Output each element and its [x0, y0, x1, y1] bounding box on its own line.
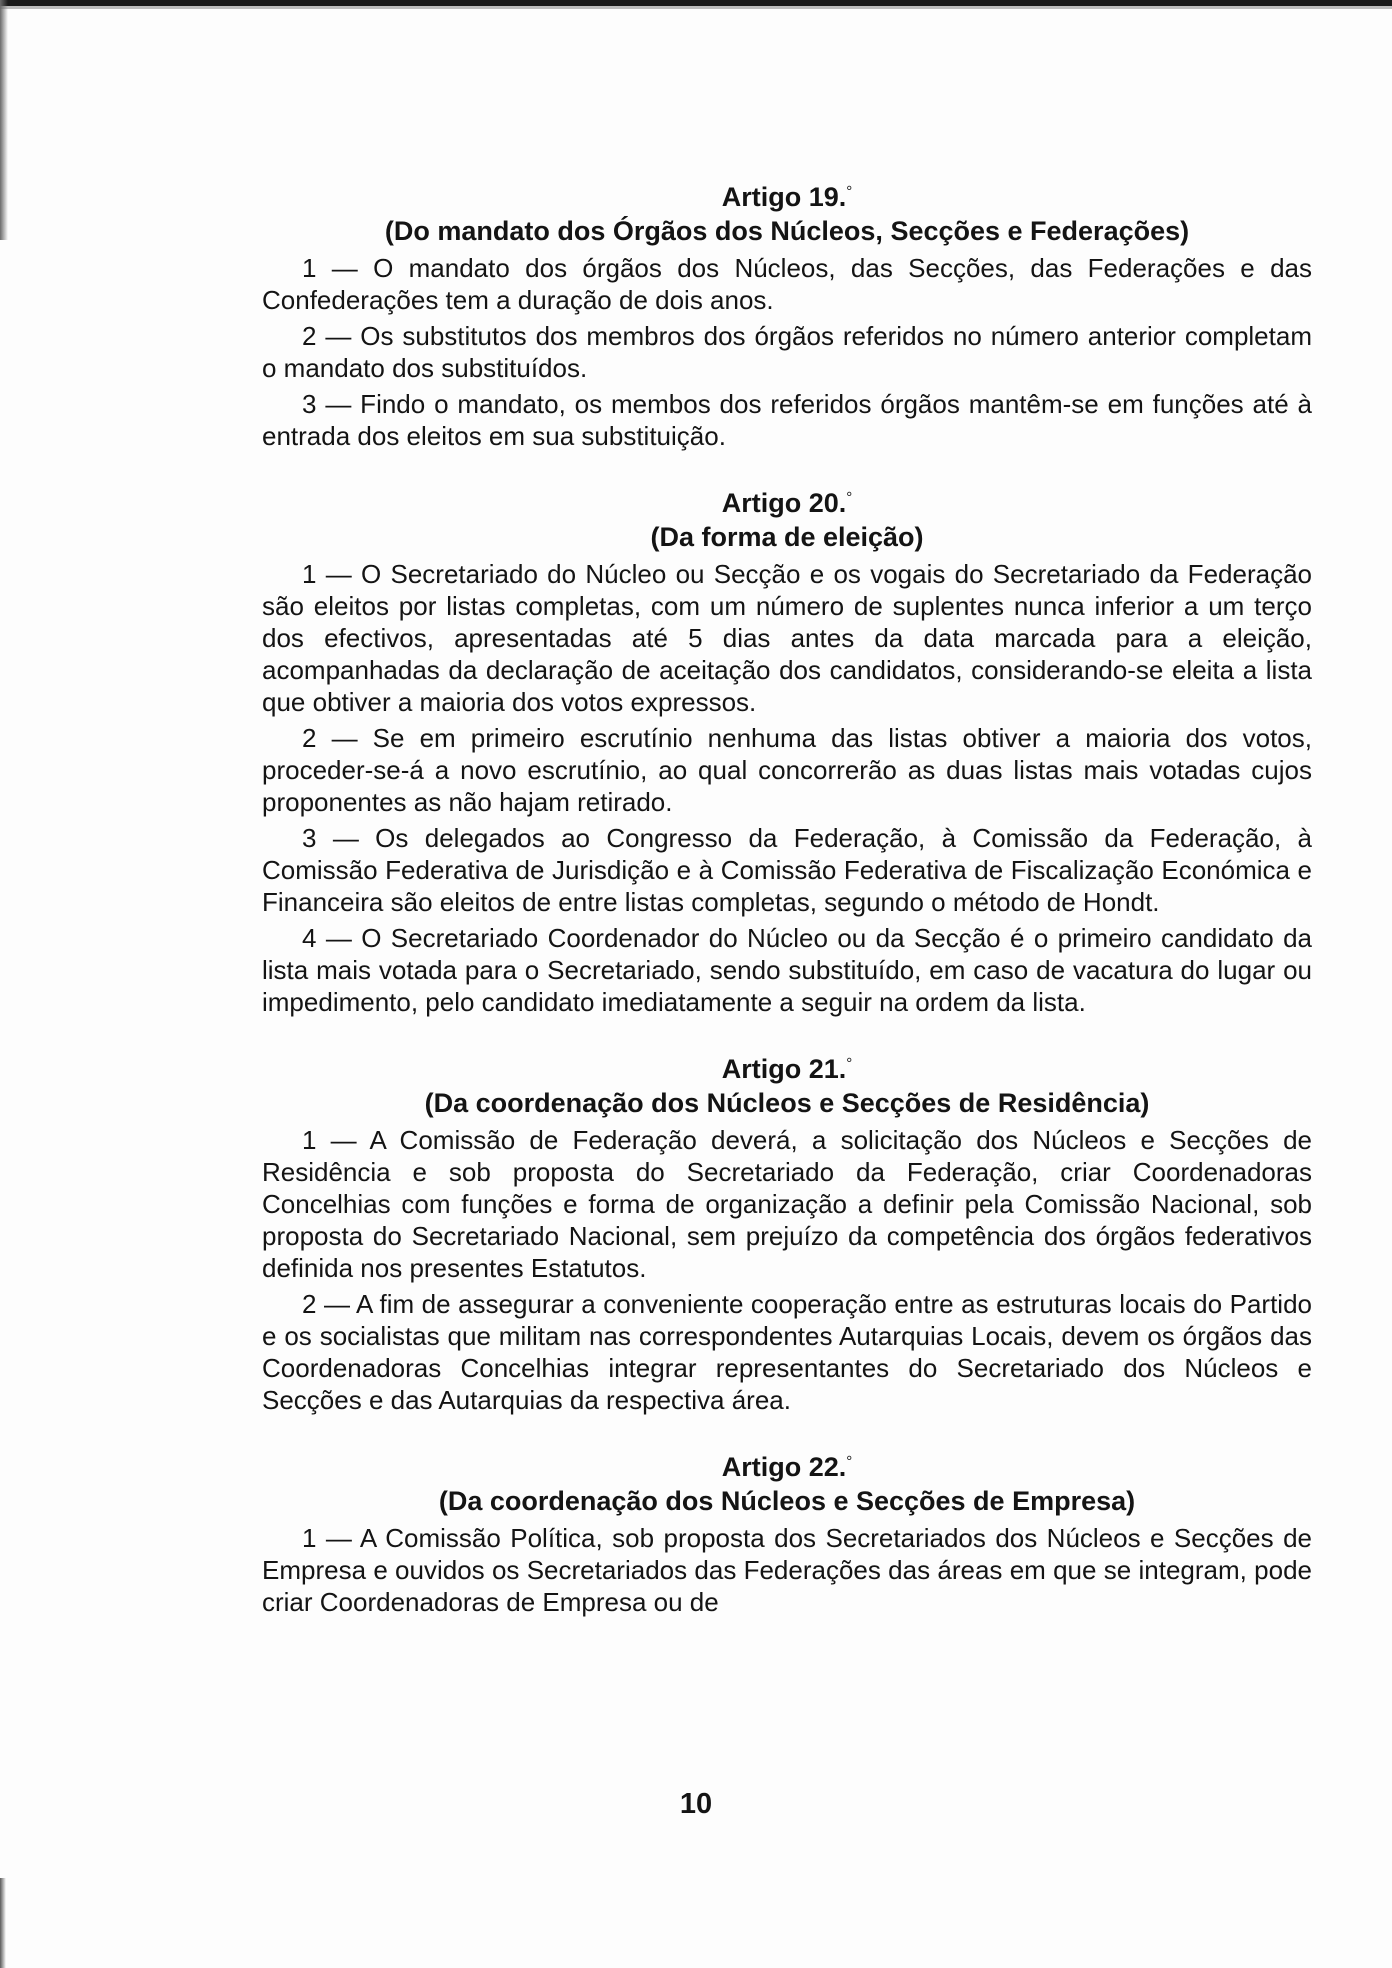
- paragraph: 1 — O Secretariado do Núcleo ou Secção e os vogais do Secretariado da Federação são eleitos por listas completas, com um número de suplentes nunca inferior a um terço dos efectivos, apresentadas até 5 dias antes da data marcada para a eleição, acompanhadas da declaração de aceitação dos candidatos, considerando-se eleita a lista que obtiver a maioria dos votos expressos.: [262, 559, 1312, 717]
- article-heading-text: Artigo 19.: [721, 182, 847, 212]
- degree-mark: °: [846, 1055, 853, 1072]
- paragraph: 1 — A Comissão de Federação deverá, a solicitação dos Núcleos e Secções de Residência e sob proposta do Secretariado da Federação, criar Coordenadoras Concelhias com funções e forma de organização a definir pela Comissão Nacional, sob proposta do Secretariado Nacional, sem prejuízo da competência dos órgãos federativos definida nos presentes Estatutos.: [262, 1125, 1312, 1283]
- paragraph: 1 — A Comissão Política, sob proposta dos Secretariados dos Núcleos e Secções de Empresa e ouvidos os Secretariados das Federações das áreas em que se integram, pode criar Coordenadoras de Empresa ou de: [262, 1523, 1312, 1617]
- scan-top-shadow: [0, 6, 1392, 9]
- article-heading: [262, 486, 1312, 520]
- degree-mark: °: [846, 1453, 853, 1470]
- article-heading: [262, 180, 1312, 214]
- article-heading-text: Artigo 22.: [721, 1452, 847, 1482]
- article-subtitle: (Da forma de eleição): [650, 522, 924, 552]
- article-subtitle: (Da coordenação dos Núcleos e Secções de Residência): [424, 1088, 1150, 1118]
- document-body: [262, 180, 1312, 1652]
- article-subtitle: (Da coordenação dos Núcleos e Secções de Empresa): [438, 1486, 1136, 1516]
- article-heading-text: Artigo 21.: [721, 1054, 847, 1084]
- paragraph: 4 — O Secretariado Coordenador do Núcleo ou da Secção é o primeiro candidato da lista mais votada para o Secretariado, sendo substituído, em caso de vacatura do lugar ou impedimento, pelo candidato imediatamente a seguir na ordem da lista.: [262, 923, 1312, 1017]
- article-22: [262, 1450, 1312, 1618]
- article-heading: [262, 1052, 1312, 1086]
- paragraph: 2 — A fim de assegurar a conveniente cooperação entre as estruturas locais do Partido e os socialistas que militam nas correspondentes Autarquias Locais, devem os órgãos das Coordenadoras Concelhias integrar representantes do Secretariado dos Núcleos e Secções e das Autarquias da respectiva área.: [262, 1289, 1312, 1415]
- article-20: [262, 486, 1312, 1018]
- article-subtitle: (Do mandato dos Órgãos dos Núcleos, Secções e Federações): [384, 216, 1190, 246]
- article-21: [262, 1052, 1312, 1416]
- paragraph: 2 — Se em primeiro escrutínio nenhuma das listas obtiver a maioria dos votos, proceder-se-á a novo escrutínio, ao qual concorrerão as duas listas mais votadas cujos proponentes as não hajam retirado.: [262, 723, 1312, 817]
- article-heading-text: Artigo 20.: [721, 488, 847, 518]
- degree-mark: °: [846, 183, 853, 200]
- paragraph: 3 — Os delegados ao Congresso da Federação, à Comissão da Federação, à Comissão Federativa de Jurisdição e à Comissão Federativa de Fiscalização Económica e Financeira são eleitos de entre listas completas, segundo o método de Hondt.: [262, 823, 1312, 917]
- article-19: [262, 180, 1312, 452]
- page-number: 10: [679, 1788, 713, 1820]
- scan-left-edge-mark-bottom: [0, 1878, 6, 1968]
- paragraph: 3 — Findo o mandato, os membos dos referidos órgãos mantêm-se em funções até à entrada dos eleitos em sua substituição.: [262, 389, 1312, 451]
- paragraph: 1 — O mandato dos órgãos dos Núcleos, das Secções, das Federações e das Confederações tem a duração de dois anos.: [262, 253, 1312, 315]
- article-heading: [262, 1450, 1312, 1484]
- scan-left-edge-mark: [0, 0, 8, 240]
- paragraph: 2 — Os substitutos dos membros dos órgãos referidos no número anterior completam o mandato dos substituídos.: [262, 321, 1312, 383]
- degree-mark: °: [846, 489, 853, 506]
